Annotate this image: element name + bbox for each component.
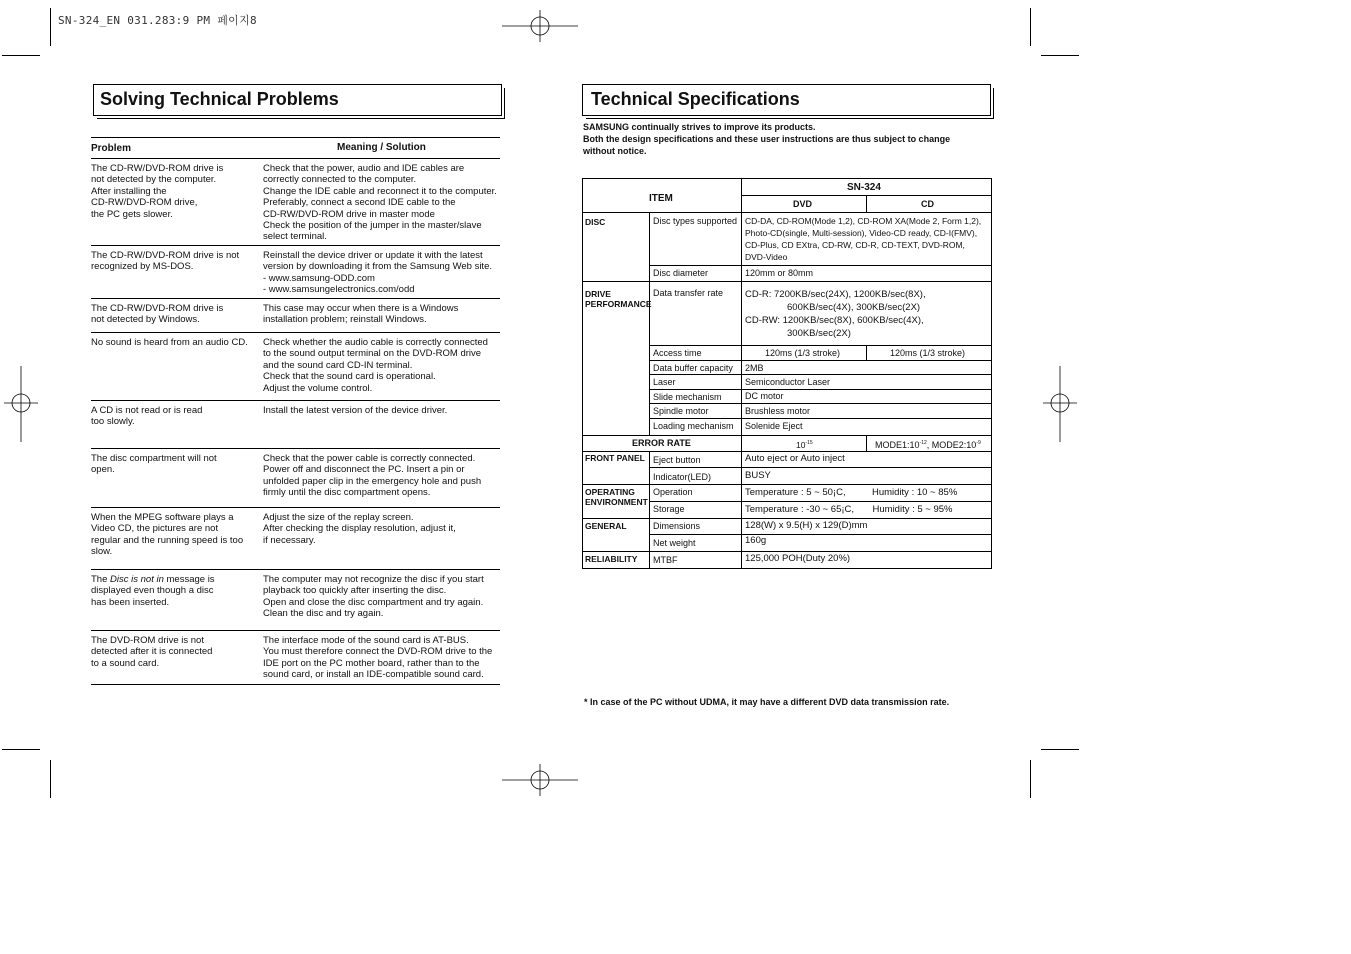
spec-cd-header: CD (921, 199, 934, 209)
solution-cell: Check whether the audio cable is correctly connected to the sound output terminal on the DVD-ROM drive and the sound card CD-IN terminal. Check that the sound card is operational. Adjust the volume control. (263, 337, 488, 394)
crop-mark (1030, 8, 1031, 46)
solution-cell: Reinstall the device driver or update it with the latest version by downloading it from the Samsung Web site. - www.samsung-ODD.com - www.samsungelectronics.com/odd (263, 250, 492, 296)
spec-dvd-header: DVD (793, 199, 813, 209)
problem-cell: A CD is not read or is read too slowly. (91, 405, 203, 428)
spec-label: Dimensions (653, 521, 701, 531)
right-title-box (582, 84, 991, 116)
solution-cell: The interface mode of the sound card is AT-BUS. You must therefore connect the DVD-ROM drive to the IDE port on the PC mother board, rather than to the sound card, or install an IDE-compatible sound card. (263, 635, 493, 681)
problem-cell: The Disc is not in message is displayed even though a disc has been inserted. (91, 574, 215, 608)
spec-label: Indicator(LED) (653, 472, 712, 482)
problem-cell: When the MPEG software plays a Video CD, the pictures are not regular and the running speed is too slow. (91, 512, 244, 558)
problem-cell: The CD-RW/DVD-ROM drive is not recognized by MS-DOS. (91, 250, 240, 273)
spec-table (582, 178, 992, 569)
crop-mark (2, 749, 40, 750)
print-header: SN-324_EN 031.283:9 PM 페이지8 (58, 14, 257, 27)
spec-value: 2MB (745, 363, 764, 373)
spec-value: 160g (745, 535, 767, 546)
spec-value: 128(W) x 9.5(H) x 129(D)mm (745, 520, 868, 531)
problem-cell: The CD-RW/DVD-ROM drive is not detected by Windows. (91, 303, 224, 326)
crop-mark (2, 55, 40, 56)
spec-group-reliability: RELIABILITY (585, 554, 638, 564)
table-header (91, 137, 500, 159)
spec-label: Laser (653, 377, 676, 387)
spec-label: Net weight (653, 538, 696, 548)
spec-value: 125,000 POH(Duty 20%) (745, 553, 851, 564)
spec-value: 120ms (1/3 stroke) (890, 348, 966, 358)
spec-label: Spindle motor (653, 406, 709, 416)
spec-value: $MODE1:10^{-12}$, $MODE2:10^{-9}$ (875, 440, 981, 450)
table-row (91, 508, 500, 570)
spec-group-drive: DRIVE PERFORMANCE (585, 289, 652, 309)
intro-text: SAMSUNG continually strives to improve its products. Both the design specifications and these user instructions are thus subject to change without notice. (583, 122, 951, 156)
solution-cell: This case may occur when there is a Windows installation problem; reinstall Windows. (263, 303, 459, 326)
spec-label: Access time (653, 348, 702, 358)
solution-cell: Install the latest version of the device driver. (263, 405, 448, 416)
table-row (91, 631, 500, 685)
crop-mark (1041, 749, 1079, 750)
column-header-problem: Problem (91, 143, 132, 154)
spec-label: Operation (653, 487, 693, 497)
spec-value: Semiconductor Laser (745, 377, 831, 387)
spec-label: Disc types supported (653, 216, 738, 226)
registration-mark-icon (1043, 366, 1077, 442)
spec-label: Data transfer rate (653, 288, 724, 298)
spec-value: Brushless motor (745, 406, 811, 416)
spec-label: MTBF (653, 555, 678, 565)
left-title-box (93, 84, 502, 116)
crop-mark (50, 8, 51, 46)
footnote: * In case of the PC without UDMA, it may have a different DVD data transmission rate. (584, 697, 950, 707)
spec-value: CD-DA, CD-ROM(Mode 1,2), CD-ROM XA(Mode 2, Form 1,2), Photo-CD(single, Multi-session), Video-CD ready, CD-I(FMV), CD-Plus, CD EXtra, CD-RW, CD-R, CD-TEXT, DVD-ROM, DVD-Video (745, 216, 982, 262)
table-row (91, 449, 500, 508)
crop-mark (1030, 760, 1031, 798)
solution-cell: Check that the power, audio and IDE cables are correctly connected to the computer. Change the IDE cable and reconnect it to the computer. Preferably, connect a second IDE cable to the CD-RW/DVD-ROM drive in master mode Check the position of the jumper in the master/slave select terminal. (263, 163, 497, 243)
spec-value: $10^{-15}$ (796, 439, 813, 450)
spec-label: Disc diameter (653, 268, 709, 278)
spec-model-header: SN-324 (847, 182, 881, 193)
table-row (91, 246, 500, 299)
spec-item-header: ITEM (649, 193, 673, 204)
spec-value: CD-R: 7200KB/sec(24X), 1200KB/sec(8X), 600KB/sec(4X), 300KB/sec(2X) CD-RW: 1200KB/sec(8X), 600KB/sec(4X), 300KB/sec(2X) (745, 289, 926, 339)
spec-group-operating: OPERATING ENVIRONMENT (585, 487, 648, 507)
spec-value: BUSY (745, 470, 771, 481)
spec-value: Solenide Eject (745, 421, 803, 431)
spec-value: Auto eject or Auto inject (745, 453, 845, 464)
registration-mark-icon (502, 10, 578, 42)
registration-mark-icon (502, 764, 578, 796)
spec-value: Temperature : 5 ~ 50¡C, Humidity : 10 ~ 85% (745, 487, 958, 498)
column-header-solution: Meaning / Solution (337, 142, 426, 153)
table-row (91, 333, 500, 401)
spec-label: Eject button (653, 455, 701, 465)
spec-value: 120mm or 80mm (745, 268, 814, 278)
solution-cell: Adjust the size of the replay screen. After checking the display resolution, adjust it, if necessary. (263, 512, 456, 546)
page-title: Solving Technical Problems (100, 89, 339, 109)
spec-label: Loading mechanism (653, 421, 734, 431)
problem-cell: The disc compartment will not open. (91, 453, 217, 476)
spec-group-general: GENERAL (585, 521, 627, 531)
spec-label: Slide mechanism (653, 392, 722, 402)
crop-mark (1041, 55, 1079, 56)
problems-table (91, 137, 500, 685)
problem-cell: The CD-RW/DVD-ROM drive is not detected by the computer. After installing the CD-RW/DVD-ROM drive, the PC gets slower. (91, 163, 224, 220)
table-row (91, 401, 500, 449)
crop-mark (50, 760, 51, 798)
table-row (91, 299, 500, 333)
table-row (91, 159, 500, 246)
problem-cell: No sound is heard from an audio CD. (91, 337, 248, 348)
spec-value: 120ms (1/3 stroke) (765, 348, 841, 358)
page-title: Technical Specifications (591, 89, 800, 109)
spec-group-disc: DISC (585, 217, 606, 227)
spec-group-front-panel: FRONT PANEL (585, 453, 645, 463)
spec-value: Temperature : -30 ~ 65¡C, Humidity : 5 ~ 95% (745, 504, 953, 515)
spec-label: Storage (653, 504, 685, 514)
spec-group-error-rate: ERROR RATE (632, 438, 691, 448)
problem-cell: The DVD-ROM drive is not detected after it is connected to a sound card. (91, 635, 213, 669)
table-row (91, 570, 500, 631)
spec-label: Data buffer capacity (653, 363, 733, 373)
solution-cell: The computer may not recognize the disc if you start playback too quickly after inserting the disc. Open and close the disc compartment and try again. Clean the disc and try again. (263, 574, 484, 620)
spec-value: DC motor (745, 391, 784, 401)
registration-mark-icon (4, 366, 38, 442)
solution-cell: Check that the power cable is correctly connected. Power off and disconnect the PC. Insert a pin or unfolded paper clip in the emergency hole and push firmly until the disc compartment opens. (263, 453, 482, 499)
